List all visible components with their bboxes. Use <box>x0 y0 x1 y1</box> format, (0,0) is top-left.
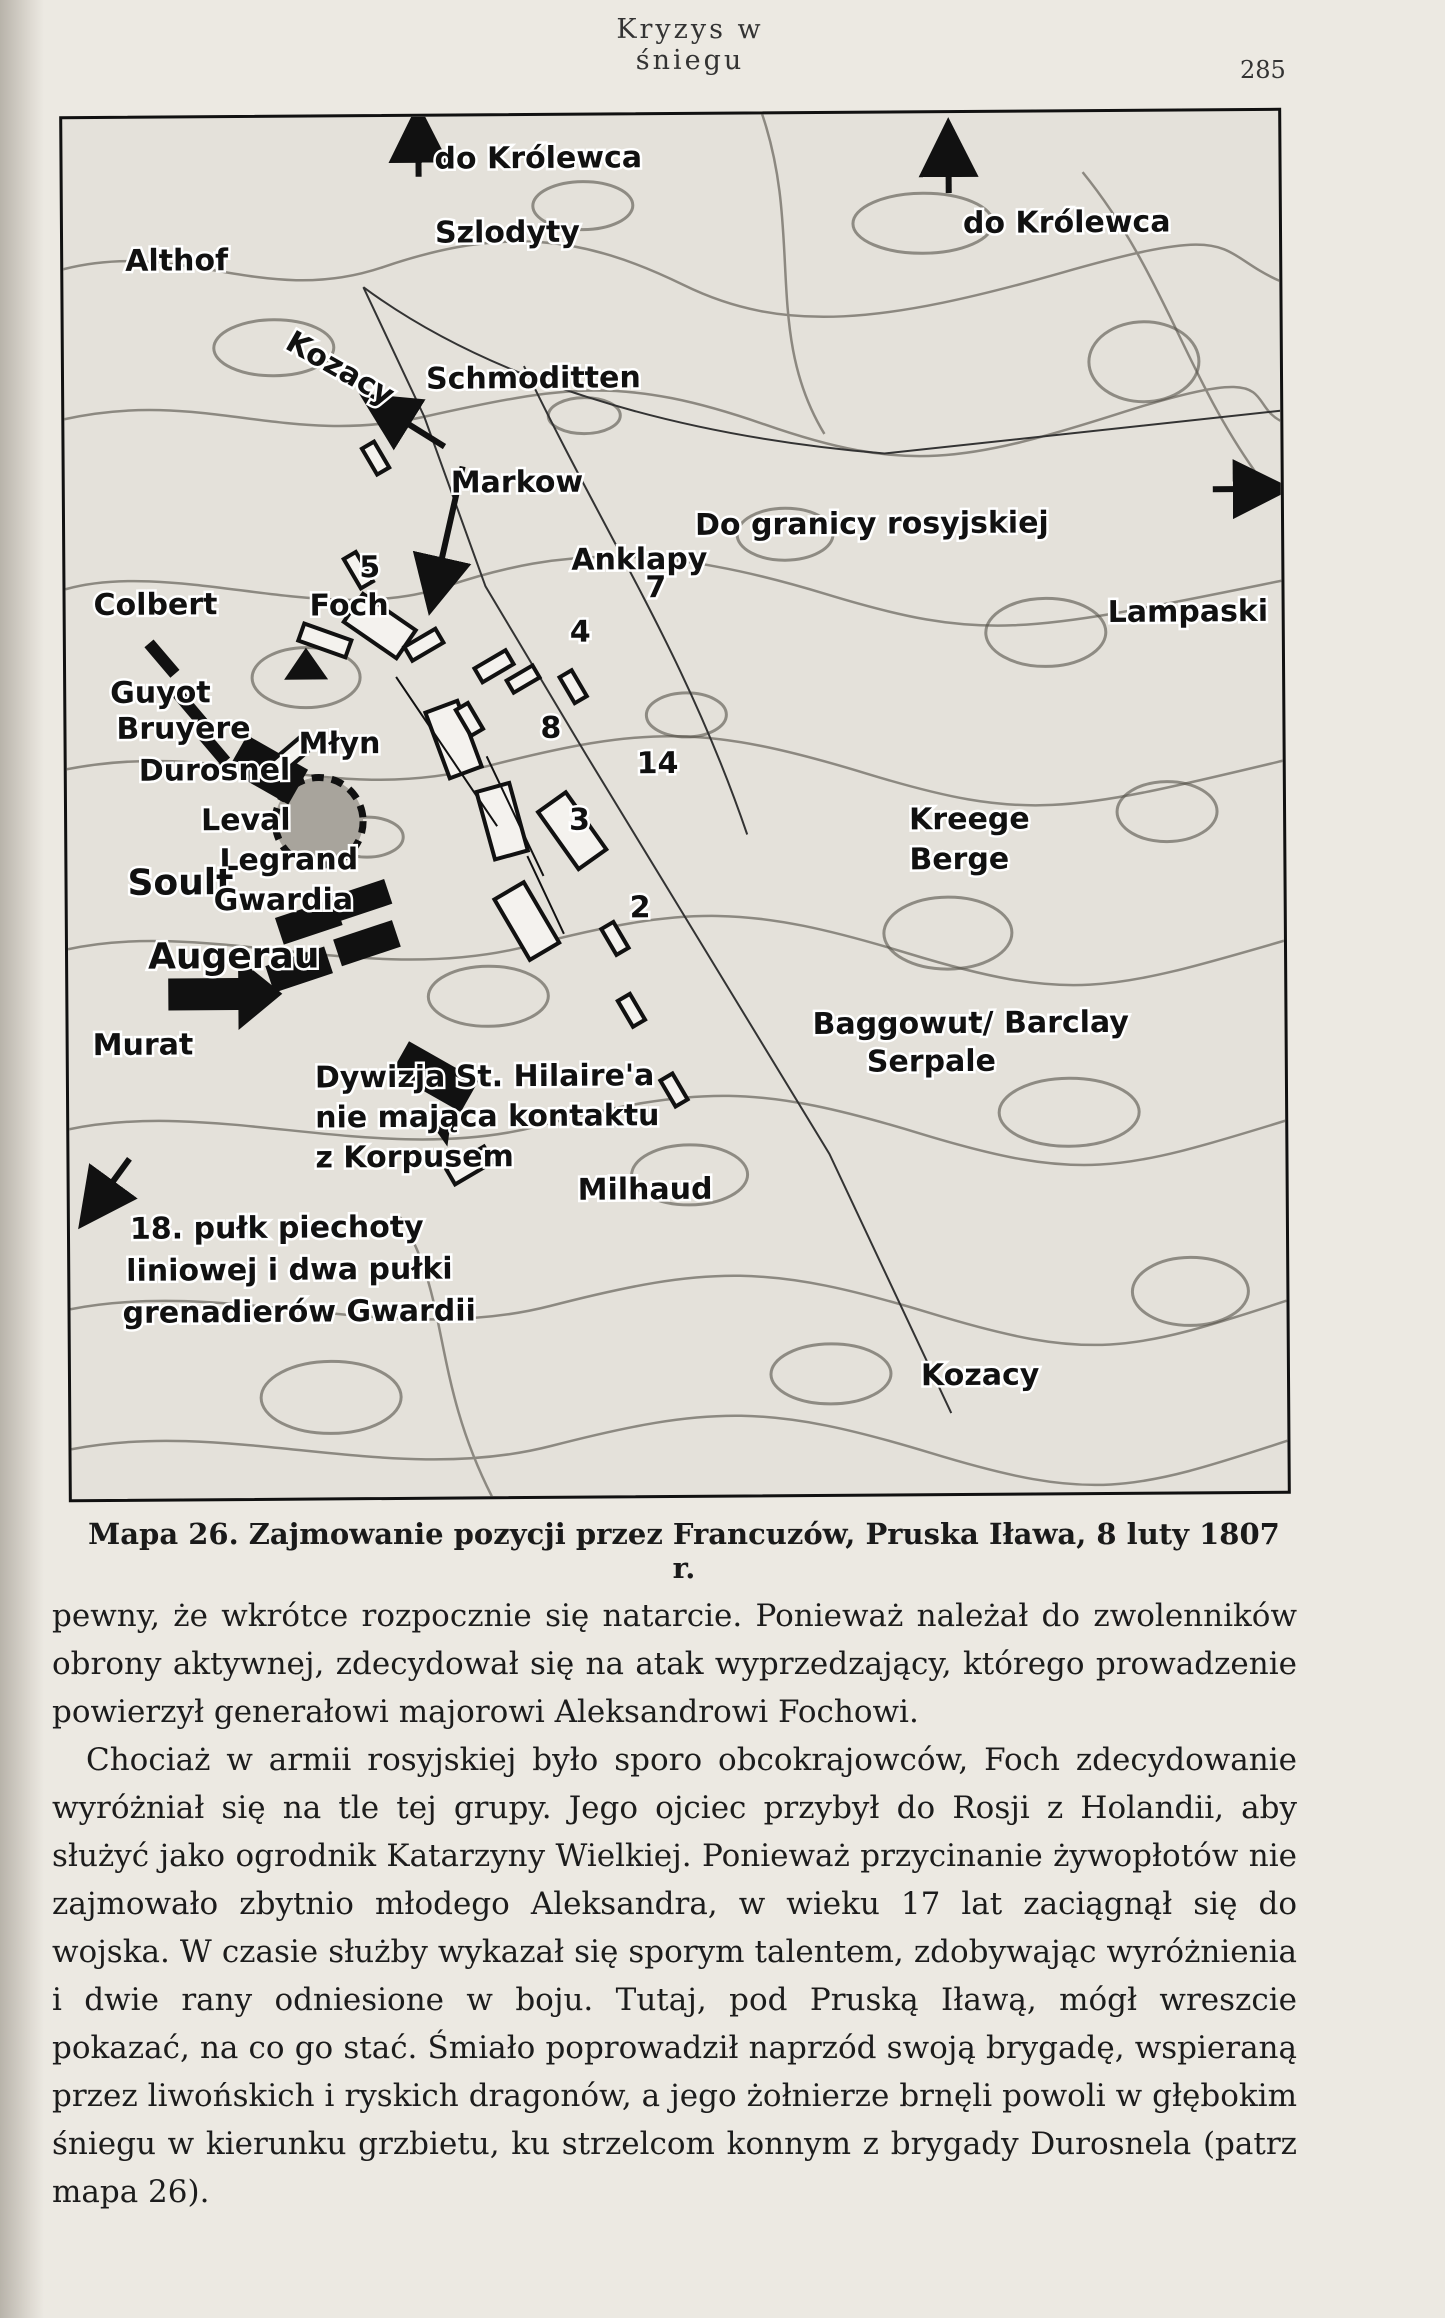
label-szlodyty: Szlodyty <box>434 214 581 251</box>
label-anklapy: Anklapy <box>571 541 708 578</box>
label-baggowut-barclay: Baggowut/ Barclay <box>812 1004 1129 1043</box>
label-soult: Soult <box>127 862 234 904</box>
label-st-hilaire-3: z Korpusem <box>315 1139 514 1176</box>
unit-number-5: 5 <box>359 550 381 586</box>
paragraph: pewny, że wkrótce rozpocznie się natarcie. Ponieważ należał do zwolenników obrony aktywnej, zdecydował się na atak wyprzedzający, którego prowadzenie powierzył generałowi majorowi Aleksandrowi Fochowi. <box>52 1598 1297 1730</box>
unit-number-2: 2 <box>629 890 651 926</box>
label-regiment-3: grenadierów Gwardii <box>122 1293 476 1331</box>
paragraph: Chociaż w armii rosyjskiej było sporo obcokrajowców, Foch zdecydowanie wyróżniał się na tle tej grupy. Jego ojciec przybył do Rosji z Holandii, aby służyć jako ogrodnik Katarzyny Wielkiej. Ponieważ przycinanie żywopłotów nie zajmowało zbytnio młodego Aleksandra, w wieku 17 lat zaciągnął się do wojska. W czasie służby wykazał się sporym talentem, zdobywając wyróżnienia i dwie rany odniesione w boju. Tutaj, pod Pruską Iławą, mógł wreszcie pokazać, na co go stać. Śmiało poprowadził naprzód swoją brygadę, wspieraną przez liwońskich i ryskich dragonów, a jego żołnierze brnęli powoli w głębokim śniegu w kierunku grzbietu, ku strzelcom konnym z brygady Durosnela (patrz mapa 26). <box>52 1742 1297 2210</box>
label-kozacy-top: Kozacy <box>279 324 401 414</box>
label-markow: Markow <box>450 464 584 501</box>
russian-unit <box>618 994 645 1027</box>
label-kreege: Kreege <box>908 801 1030 838</box>
unit-number-14: 14 <box>636 745 679 782</box>
arrow-regiment <box>95 1159 129 1205</box>
battle-map <box>59 108 1291 1502</box>
french-cavalry <box>144 639 179 677</box>
battle-map-canvas <box>62 111 1288 1499</box>
label-to-russian-border: Do granicy rosyjskiej <box>694 505 1049 543</box>
label-to-krolewiec-2: do Królewca <box>962 204 1171 241</box>
label-kozacy-bottom: Kozacy <box>920 1357 1040 1394</box>
russian-unit <box>601 922 628 955</box>
russian-unit-3 <box>476 783 527 860</box>
label-lampaski: Lampaski <box>1107 593 1269 630</box>
unit-number-4: 4 <box>569 614 591 650</box>
unit-number-8: 8 <box>540 710 562 746</box>
label-colbert: Colbert <box>93 587 218 624</box>
map-labels <box>86 136 1273 1399</box>
label-foch: Foch <box>309 587 389 624</box>
label-regiment-2: liniowej i dwa pułki <box>126 1251 453 1289</box>
page-gutter <box>0 0 44 2318</box>
russian-unit <box>362 442 389 475</box>
label-althof: Althof <box>125 243 229 279</box>
label-guyot: Guyot <box>110 675 211 711</box>
label-st-hilaire-2: nie mająca kontaktu <box>315 1098 660 1136</box>
unit-number-7: 7 <box>645 570 667 606</box>
page-number: 285 <box>1240 56 1286 84</box>
label-durosnel: Durosnel <box>138 752 291 789</box>
label-regiment-1: 18. pułk piechoty <box>129 1209 424 1247</box>
label-milhaud: Milhaud <box>577 1171 713 1208</box>
map-caption: Mapa 26. Zajmowanie pozycji przez Francuzów, Pruska Iława, 8 luty 1807 r. <box>88 1517 1280 1585</box>
russian-unit <box>507 665 540 692</box>
label-schmoditten: Schmoditten <box>425 360 641 397</box>
label-to-krolewiec-1: do Królewca <box>434 140 643 177</box>
label-bruyere: Bruyere <box>116 710 251 747</box>
windmill-icon <box>284 647 328 679</box>
russian-unit-2 <box>494 882 559 960</box>
russian-unit <box>474 650 513 682</box>
body-text <box>52 1592 1297 2216</box>
label-murat: Murat <box>92 1027 194 1064</box>
russian-unit <box>560 670 587 703</box>
label-gwardia: Gwardia <box>213 882 354 919</box>
label-st-hilaire-1: Dywizja St. Hilaire'a <box>314 1058 655 1096</box>
running-head: Kryzys w śniegu <box>616 14 764 76</box>
label-augerau: Augerau <box>147 935 320 978</box>
russian-unit <box>660 1074 687 1107</box>
label-legrand: Legrand <box>219 842 359 879</box>
label-leval: Leval <box>200 802 291 839</box>
label-mlyn: Młyn <box>298 726 381 762</box>
unit-number-3: 3 <box>568 802 591 838</box>
label-serpale: Serpale <box>866 1043 997 1080</box>
label-berge: Berge <box>909 841 1010 878</box>
